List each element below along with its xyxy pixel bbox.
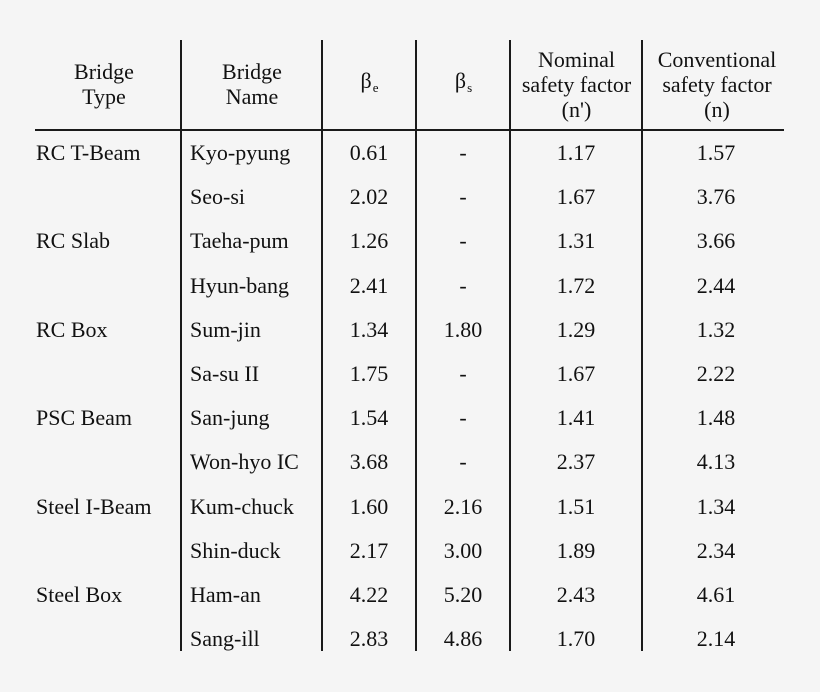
beta-s-cell: 5.20 <box>443 582 483 607</box>
beta-s-cell: 1.80 <box>443 316 483 342</box>
conventional-safety-factor-cell: 4.13 <box>696 449 736 475</box>
header-nominal-line-2: safety factor <box>521 71 632 97</box>
header-conventional-line-1: Conventional <box>657 46 777 72</box>
beta-e-cell: 1.54 <box>349 405 389 431</box>
table-row <box>0 308 820 352</box>
table-row <box>0 219 820 263</box>
nominal-safety-factor-cell: 1.51 <box>556 493 596 519</box>
bridge-name-cell: Shin-duck <box>190 537 281 563</box>
bridge-type-cell: Steel I-Beam <box>36 493 152 519</box>
beta-e-cell: 4.22 <box>349 582 389 607</box>
bridge-type-cell: PSC Beam <box>36 405 132 431</box>
conventional-safety-factor-cell: 1.34 <box>696 493 736 519</box>
conventional-safety-factor-cell: 2.34 <box>696 537 736 563</box>
nominal-safety-factor-cell: 2.43 <box>556 582 596 607</box>
beta-s-cell: - <box>459 361 467 386</box>
bridge-type-cell: RC T-Beam <box>36 140 141 165</box>
header-bridge-name-line-2: Name <box>225 84 279 109</box>
table-row <box>0 131 820 175</box>
header-bridge-type-line-1: Bridge <box>74 59 134 84</box>
bridge-type-cell: RC Slab <box>36 228 110 254</box>
bridge-name-cell: Taeha-pum <box>190 228 289 254</box>
beta-s-cell: - <box>459 228 467 254</box>
bridge-type-cell: RC Box <box>36 316 108 342</box>
beta-s-subscript: s <box>467 80 473 95</box>
beta-s-cell: - <box>459 184 467 210</box>
conventional-safety-factor-cell: 4.61 <box>696 582 736 607</box>
table-row <box>0 485 820 529</box>
beta-e-letter: β <box>360 68 372 93</box>
beta-s-symbol <box>455 68 472 100</box>
beta-s-letter: β <box>454 68 467 93</box>
beta-s-cell: - <box>459 449 467 475</box>
bridge-name-cell: Hyun-bang <box>190 272 289 298</box>
header-bridge-name <box>182 40 322 128</box>
header-bridge-type <box>36 40 172 128</box>
header-conventional-line-3: (n) <box>704 96 730 122</box>
beta-e-cell: 2.83 <box>349 626 389 652</box>
nominal-safety-factor-cell: 1.67 <box>556 361 596 386</box>
beta-e-cell: 2.17 <box>349 537 389 563</box>
beta-s-cell: 4.86 <box>443 626 483 652</box>
table-row <box>0 617 820 661</box>
beta-s-cell: - <box>459 272 467 298</box>
bridge-name-cell: Seo-si <box>190 184 245 210</box>
table-row <box>0 264 820 308</box>
nominal-safety-factor-cell: 1.70 <box>556 626 596 652</box>
header-bridge-type-line-2: Type <box>82 84 126 109</box>
bridge-name-cell: Kyo-pyung <box>190 140 291 165</box>
beta-s-cell: - <box>459 405 467 431</box>
header-conventional-safety-factor <box>643 40 791 128</box>
beta-e-symbol <box>361 68 379 100</box>
bridge-type-cell: Steel Box <box>36 582 123 607</box>
beta-e-cell: 2.02 <box>349 184 389 210</box>
bridge-name-cell: Ham-an <box>190 582 261 607</box>
table-row <box>0 529 820 573</box>
table-row <box>0 352 820 396</box>
nominal-safety-factor-cell: 1.17 <box>556 140 596 165</box>
bridge-name-cell: Sang-ill <box>190 626 260 652</box>
table-row <box>0 440 820 484</box>
nominal-safety-factor-cell: 1.29 <box>556 316 596 342</box>
beta-s-cell: - <box>459 140 467 165</box>
beta-e-cell: 1.26 <box>349 228 389 254</box>
beta-e-cell: 3.68 <box>349 449 389 475</box>
nominal-safety-factor-cell: 1.72 <box>556 272 596 298</box>
beta-e-cell: 2.41 <box>349 272 389 298</box>
beta-e-cell: 1.34 <box>349 316 389 342</box>
header-conventional-line-2: safety factor <box>662 71 772 97</box>
conventional-safety-factor-cell: 1.57 <box>696 140 736 165</box>
header-bridge-name-line-1: Bridge <box>222 59 282 84</box>
header-beta-e <box>323 40 416 128</box>
nominal-safety-factor-cell: 1.67 <box>556 184 596 210</box>
nominal-safety-factor-cell: 1.41 <box>556 405 596 431</box>
table-row <box>0 573 820 617</box>
bridge-name-cell: Sa-su II <box>190 361 260 386</box>
header-nominal-safety-factor <box>511 40 642 128</box>
conventional-safety-factor-cell: 2.22 <box>696 361 736 386</box>
bridge-name-cell: Sum-jin <box>190 316 261 342</box>
conventional-safety-factor-cell: 1.32 <box>696 316 736 342</box>
table-row <box>0 396 820 440</box>
conventional-safety-factor-cell: 2.44 <box>696 272 736 298</box>
beta-e-cell: 0.61 <box>349 140 389 165</box>
beta-s-cell: 3.00 <box>443 537 483 563</box>
header-beta-s <box>417 40 510 128</box>
bridge-name-cell: Won-hyo IC <box>190 449 299 475</box>
nominal-safety-factor-cell: 1.89 <box>556 537 596 563</box>
bridge-name-cell: San-jung <box>190 405 270 431</box>
conventional-safety-factor-cell: 1.48 <box>696 405 736 431</box>
beta-e-cell: 1.60 <box>349 493 389 519</box>
conventional-safety-factor-cell: 3.66 <box>696 228 736 254</box>
header-nominal-line-3: (n') <box>561 96 592 122</box>
header-nominal-line-1: Nominal <box>537 46 615 72</box>
beta-e-cell: 1.75 <box>349 361 389 386</box>
nominal-safety-factor-cell: 2.37 <box>556 449 596 475</box>
beta-s-cell: 2.16 <box>443 493 483 519</box>
conventional-safety-factor-cell: 2.14 <box>696 626 736 652</box>
table-row <box>0 175 820 219</box>
bridge-name-cell: Kum-chuck <box>190 493 294 519</box>
conventional-safety-factor-cell: 3.76 <box>696 184 736 210</box>
nominal-safety-factor-cell: 1.31 <box>556 228 596 254</box>
beta-e-subscript: e <box>372 80 379 95</box>
